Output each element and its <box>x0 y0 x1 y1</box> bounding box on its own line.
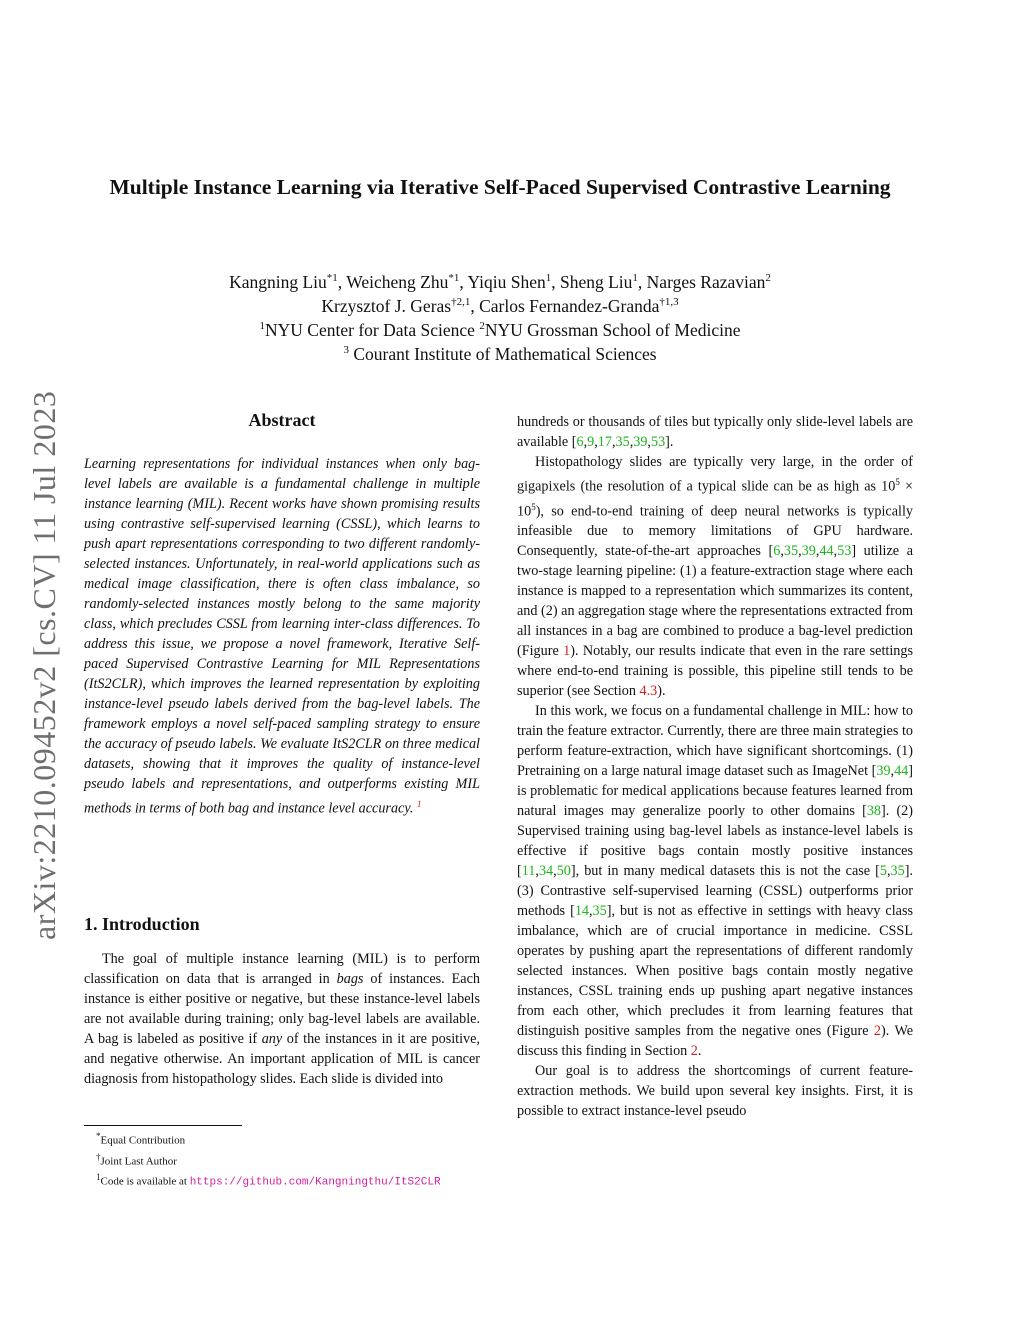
section-heading-introduction: 1. Introduction <box>84 914 200 934</box>
text-run: Our goal is to address the shortcomings of current feature-extraction methods. We build upon several key insights. First, it is possible to extract instance-level pseudo <box>517 1063 913 1120</box>
citation-link[interactable]: 39 <box>801 543 816 560</box>
text-run: ), so end-to-end training of deep neural networks is typically infeasible due to memory limitations of GPU hardware. Consequently, state-of-the-art approaches [ <box>517 503 913 560</box>
code-link[interactable]: https://github.com/Kangningthu/ItS2CLR <box>189 1176 441 1189</box>
citation-group: 6,35,39,44,53 <box>773 543 852 560</box>
abstract-text: Learning representations for individual instances when only bag-level labels are available is a fundamental challenge in multiple instance learning (MIL). Recent works have shown promising results using contrastive self-supervised learning (CSSL), which learns to push apart representations corresponding to two different randomly-selected instances. Unfortunately, in real-world applications such as medical image classification, there is often class imbalance, so randomly-selected instances mostly belong to the same majority class, which precludes CSSL from learning inter-class differences. To address this issue, we propose a novel framework, Iterative Self-paced Supervised Contrastive Learning for MIL Representations (ItS2CLR), which improves the learned representation by exploiting instance-level pseudo labels derived from the bag-level labels. The framework employs a novel self-paced sampling strategy to ensure the accuracy of pseudo labels. We evaluate ItS2CLR on three medical datasets, showing that it improves the quality of instance-level pseudo labels and representations, and outperforms existing MIL methods in terms of both bag and instance level accuracy. <box>84 456 480 817</box>
citation-link[interactable]: 53 <box>837 543 852 560</box>
text-run: hundreds or thousands of tiles but typically only slide-level labels are available [ <box>517 414 913 450</box>
affiliation: NYU Grossman School of Medicine <box>484 320 741 340</box>
paragraph <box>517 412 913 452</box>
text-run: × 10 <box>517 478 913 520</box>
citation-link[interactable]: 6 <box>576 434 584 450</box>
citation-link[interactable]: 6 <box>773 543 781 560</box>
author-name: Carlos Fernandez-Granda <box>479 296 660 316</box>
text-run: ). <box>657 683 666 700</box>
citation-link[interactable]: 44 <box>894 763 909 780</box>
arxiv-side-stamp: arXiv:2210.09452v2 [cs.CV] 11 Jul 2023 <box>26 390 62 940</box>
footnote-mark: * <box>96 1131 101 1141</box>
citation-group: 5,35 <box>879 863 905 880</box>
author-name: Sheng Liu <box>559 272 633 292</box>
citation-link[interactable]: 14 <box>574 903 589 920</box>
author-name: Narges Razavian <box>646 272 766 292</box>
author-name: Krzysztof J. Geras <box>321 296 452 316</box>
emphasis: any <box>261 1031 283 1047</box>
author-sup: *1 <box>326 272 338 285</box>
author-sup: †1,3 <box>659 296 679 309</box>
affiliation-line-2 <box>100 342 900 366</box>
citation-group: 11,34,50 <box>521 863 571 880</box>
text-run: ], but in many medical datasets this is not the case [ <box>570 863 880 880</box>
citation-link[interactable]: 35 <box>615 434 630 450</box>
citation-link[interactable]: 53 <box>650 434 666 450</box>
citation-link[interactable]: 35 <box>890 863 905 880</box>
footnote-text: Code is available at <box>100 1175 190 1188</box>
footnote-mark: † <box>96 1151 101 1162</box>
footnote-mark: 1 <box>96 1172 101 1183</box>
citation-link[interactable]: 35 <box>783 543 799 560</box>
author-line-1: Kangning Liu$^{*1}$, Weicheng Zhu$^{*1}$, Yiqiu Shen$^1$, Sheng Liu$^1$, Narges Razavian$^2$ <box>229 272 771 292</box>
text-run: In this work, we focus on a fundamental challenge in MIL: how to train the feature extractor. Currently, there are three main strategies to perform feature-extraction, which have significant shortcomings. (1) Pretraining on a large natural image dataset such as ImageNet [ <box>517 703 913 780</box>
citation-link[interactable]: 17 <box>597 434 612 450</box>
section-link[interactable]: 4.3 <box>639 683 658 700</box>
author-name: Weicheng Zhu <box>346 272 449 292</box>
abstract-body <box>84 454 480 819</box>
text-run: The goal of multiple instance learning (MIL) is to perform classification on data that is arranged in <box>84 951 480 987</box>
footnote-code <box>84 1169 484 1191</box>
citation-link[interactable]: 50 <box>556 863 571 880</box>
text-run: . <box>697 1043 702 1060</box>
author-sup: 2 <box>765 272 771 285</box>
citation-link[interactable]: 9 <box>587 434 595 450</box>
author-sup: *1 <box>448 272 460 285</box>
author-sup: †2,1 <box>451 296 471 309</box>
figure-link[interactable]: 1 <box>563 643 571 660</box>
right-column <box>517 412 913 1121</box>
author-name: Yiqiu Shen <box>467 272 546 292</box>
citation-link[interactable]: 5 <box>879 863 887 880</box>
text-run: ]. (2) Supervised training using bag-level labels as instance-level labels is effective if positive bags contain mostly positive instances [ <box>517 803 914 880</box>
affiliation: NYU Center for Data Science <box>265 320 475 340</box>
intro-paragraph <box>84 949 480 1089</box>
footnote-link[interactable]: 1 <box>416 799 422 809</box>
text-run: of the instances in it are positive, and negative otherwise. An important application of MIL is cancer diagnosis from histopathology slides. Each slide is divided into <box>84 1031 480 1087</box>
text-run: ). Notably, our results indicate that even in the rare settings where end-to-end training is possible, this pipeline still tends to be superior (see Section <box>517 643 913 700</box>
text-run: ], but is not as effective in settings with heavy class imbalance, which are of crucial importance in medicine. CSSL operates by pushing apart the representations of different randomly selected instances. When positive bags contain mostly negative instances, CSSL training ends up pushing apart negative instances from each other, which precludes it from learning features that distinguish positive samples from the negative ones (Figure <box>517 903 913 1040</box>
exponent: 5 <box>531 501 536 512</box>
text-run: ]. (3) Contrastive self-supervised learning (CSSL) outperforms prior methods [ <box>517 863 913 920</box>
citation-link[interactable]: 39 <box>876 763 891 780</box>
abstract-heading: Abstract <box>248 410 316 430</box>
author-name: Kangning Liu <box>229 272 327 292</box>
footnote-equal-contribution <box>84 1128 484 1149</box>
text-run: ] utilize a two-stage learning pipeline: (1) a feature-extraction stage where each instance is mapped to a representation which summarizes its content, and (2) an aggregation stage where the representations extracted from all instances in a bag are combined to produce a bag-level prediction (Figure <box>517 543 913 660</box>
citation-link[interactable]: 11 <box>521 863 536 880</box>
citation-group: 14,35 <box>574 903 607 920</box>
paper-title: Multiple Instance Learning via Iterative Self-Paced Supervised Contrastive Learning <box>109 175 891 199</box>
text-run: ]. <box>665 434 674 450</box>
footnote-joint-last <box>84 1149 484 1170</box>
footnote-rule <box>84 1125 242 1126</box>
footnote-text: Joint Last Author <box>100 1155 177 1168</box>
citation-link[interactable]: 38 <box>866 803 881 820</box>
text-run: ). We discuss this finding in Section <box>517 1023 913 1060</box>
text-run: of instances. Each instance is either positive or negative, but these instance-level labels are not available during training; only bag-level labels are available. A bag is labeled as positive if <box>84 971 480 1047</box>
author-sup: 1 <box>632 272 638 285</box>
emphasis: bags <box>336 971 364 987</box>
paragraph <box>517 452 913 701</box>
footnotes <box>84 1128 484 1191</box>
affil-sup: 2 <box>479 320 485 333</box>
figure-link[interactable]: 2 <box>873 1023 882 1040</box>
footnote-text: Equal Contribution <box>100 1134 186 1147</box>
citation-group: 39,44 <box>876 763 909 780</box>
affil-sup: 1 <box>259 320 266 333</box>
citation-link[interactable]: 35 <box>592 903 607 920</box>
affiliation-line-1 <box>100 318 900 342</box>
citation-link[interactable]: 34 <box>538 863 554 880</box>
affil-sup: 3 <box>343 344 349 357</box>
affiliation: Courant Institute of Mathematical Sciences <box>353 344 657 364</box>
paragraph <box>517 701 913 1061</box>
text-run: ] is problematic for medical applications because features learned from natural images may generalize poorly to other domains [ <box>517 763 913 820</box>
exponent: 5 <box>895 477 900 487</box>
citation-link[interactable]: 44 <box>819 543 834 560</box>
section-link[interactable]: 2 <box>690 1043 698 1060</box>
author-sup: 1 <box>545 272 552 285</box>
author-line-2: Krzysztof J. Geras$^{\dagger 2,1}$, Carlos Fernandez-Granda$^{\dagger 1,3}$ <box>321 296 679 316</box>
citation-group: 6,9,17,35,39,53 <box>576 434 666 450</box>
text-run: Histopathology slides are typically very large, in the order of gigapixels (the resolution of a typical slide can be as high as 10 <box>517 454 913 495</box>
citation-link[interactable]: 39 <box>633 434 648 450</box>
paragraph <box>517 1061 913 1121</box>
author-block <box>100 270 900 366</box>
